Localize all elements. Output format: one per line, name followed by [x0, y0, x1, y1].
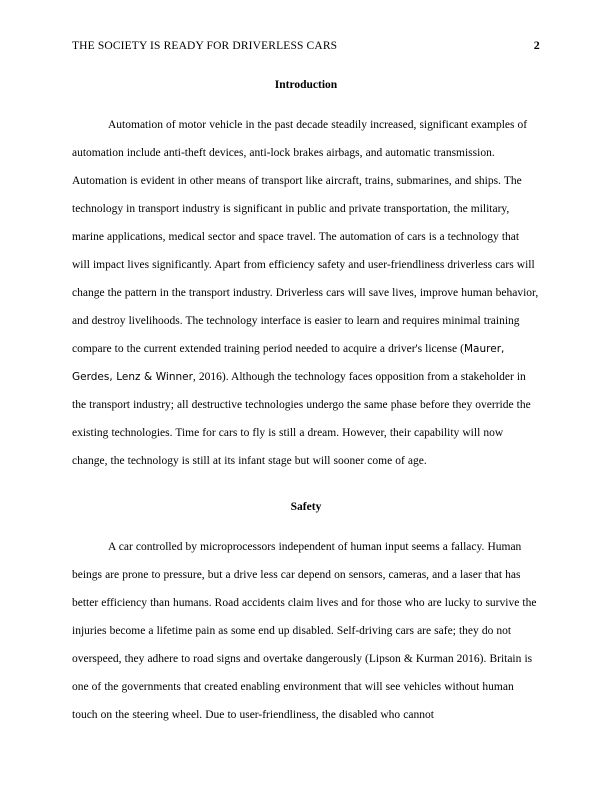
paragraph-introduction	[72, 111, 540, 475]
paragraph-introduction-text-start: Automation of motor vehicle in the past decade steadily increased, significant examples of automation include anti-theft devices, anti-lock brakes airbags, and automatic transmission. Automation is evident in other means of transport like aircraft, trains, submarines, and ships. The technology in transport industry is significant in public and private transportation, the military, marine applications, medical sector and space travel. The automation of cars is a technology that will impact lives significantly. Apart from efficiency safety and user-friendliness driverless cars will change the pattern in the transport industry. Driverless cars will save lives, improve human behavior, and destroy livelihoods. The technology interface is easier to learn and requires minimal training compare to the current extended training period needed to acquire a driver's license (	[72, 118, 539, 355]
heading-introduction: Introduction	[274, 79, 338, 91]
paragraph-safety: A car controlled by microprocessors independent of human input seems a fallacy. Human beings are prone to pressure, but a drive less car depend on sensors, cameras, and a laser that has better efficiency than humans. Road accidents claim lives and for those who are lucky to survive the injuries become a lifetime pain as some end up disabled. Self-driving cars are safe; they do not overspeed, they adhere to road signs and overtake dangerously (Lipson & Kurman 2016). Britain is one of the governments that created enabling environment that will see vehicles without human touch on the steering wheel. Due to user-friendliness, the disabled who cannot	[72, 540, 537, 721]
running-head: THE SOCIETY IS READY FOR DRIVERLESS CARS	[72, 40, 338, 52]
inline-citation: Maurer, Gerdes, Lenz & Winner	[72, 342, 505, 383]
page-number: 2	[533, 38, 540, 52]
heading-safety: Safety	[290, 500, 322, 513]
page-header	[72, 38, 540, 53]
paragraph-introduction-text-end: , 2016). Although the technology faces opposition from a stakeholder in the transport industry; all destructive technologies undergo the same phase before they override the existing technologies. Time for cars to fly is still a dream. However, their capability will now change, the technology is still at its infant stage but will sooner come of age.	[72, 370, 531, 467]
